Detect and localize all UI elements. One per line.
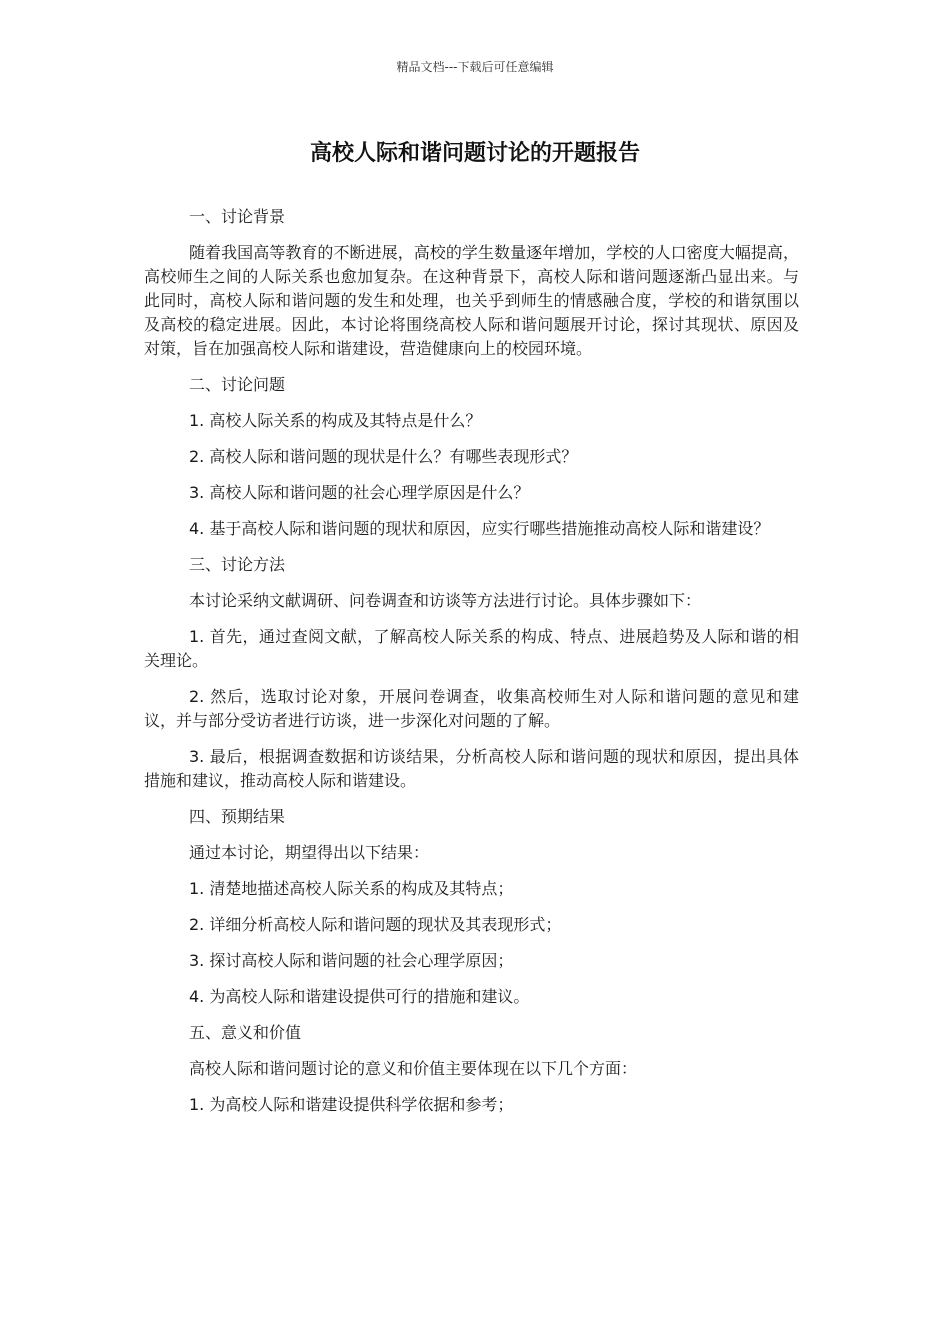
result-item: 1. 清楚地描述高校人际关系的构成及其特点；	[189, 879, 514, 898]
result-item: 2. 详细分析高校人际和谐问题的现状及其表现形式；	[189, 915, 562, 934]
paragraph-background: 随着我国高等教育的不断进展，高校的学生数量逐年增加，学校的人口密度大幅提高，高校师生之间的人际关系也愈加复杂。在这种背景下，高校人际和谐问题逐渐凸显出来。与此同时，高校人际和谐问题的发生和处理，也关乎到师生的情感融合度，学校的和谐氛围以及高校的稳定进展。因此，本讨论将围绕高校人际和谐问题展开讨论，探讨其现状、原因及对策，旨在加强高校人际和谐建设，营造健康向上的校园环境。	[144, 243, 799, 358]
section-heading-methods: 三、讨论方法	[189, 555, 286, 574]
paragraph-significance-intro: 高校人际和谐问题讨论的意义和价值主要体现在以下几个方面：	[189, 1059, 638, 1078]
significance-item: 1. 为高校人际和谐建设提供科学依据和参考；	[189, 1095, 514, 1114]
method-step: 2. 然后，选取讨论对象，开展问卷调查，收集高校师生对人际和谐问题的意见和建议，并与部分受访者进行访谈，进一步深化对问题的了解。	[144, 687, 799, 730]
question-item: 1. 高校人际关系的构成及其特点是什么？	[189, 411, 482, 430]
header-note: 精品文档---下载后可任意编辑	[396, 60, 554, 74]
method-step: 3. 最后，根据调查数据和访谈结果，分析高校人际和谐问题的现状和原因，提出具体措施和建议，推动高校人际和谐建设。	[144, 747, 799, 790]
section-heading-results: 四、预期结果	[189, 807, 286, 826]
method-step: 1. 首先，通过查阅文献，了解高校人际关系的构成、特点、进展趋势及人际和谐的相关理论。	[144, 627, 799, 670]
question-item: 2. 高校人际和谐问题的现状是什么？有哪些表现形式？	[189, 447, 578, 466]
section-heading-significance: 五、意义和价值	[189, 1023, 302, 1042]
section-heading-questions: 二、讨论问题	[189, 375, 286, 394]
document-title: 高校人际和谐问题讨论的开题报告	[309, 141, 640, 166]
paragraph-methods-intro: 本讨论采纳文献调研、问卷调查和访谈等方法进行讨论。具体步骤如下：	[189, 591, 702, 610]
question-item: 3. 高校人际和谐问题的社会心理学原因是什么？	[189, 483, 530, 502]
section-heading-background: 一、讨论背景	[189, 207, 286, 226]
document-body	[144, 205, 799, 1129]
question-item: 4. 基于高校人际和谐问题的现状和原因，应实行哪些措施推动高校人际和谐建设？	[189, 519, 770, 538]
result-item: 4. 为高校人际和谐建设提供可行的措施和建议。	[189, 987, 530, 1006]
paragraph-results-intro: 通过本讨论，期望得出以下结果：	[189, 843, 430, 862]
result-item: 3. 探讨高校人际和谐问题的社会心理学原因；	[189, 951, 514, 970]
